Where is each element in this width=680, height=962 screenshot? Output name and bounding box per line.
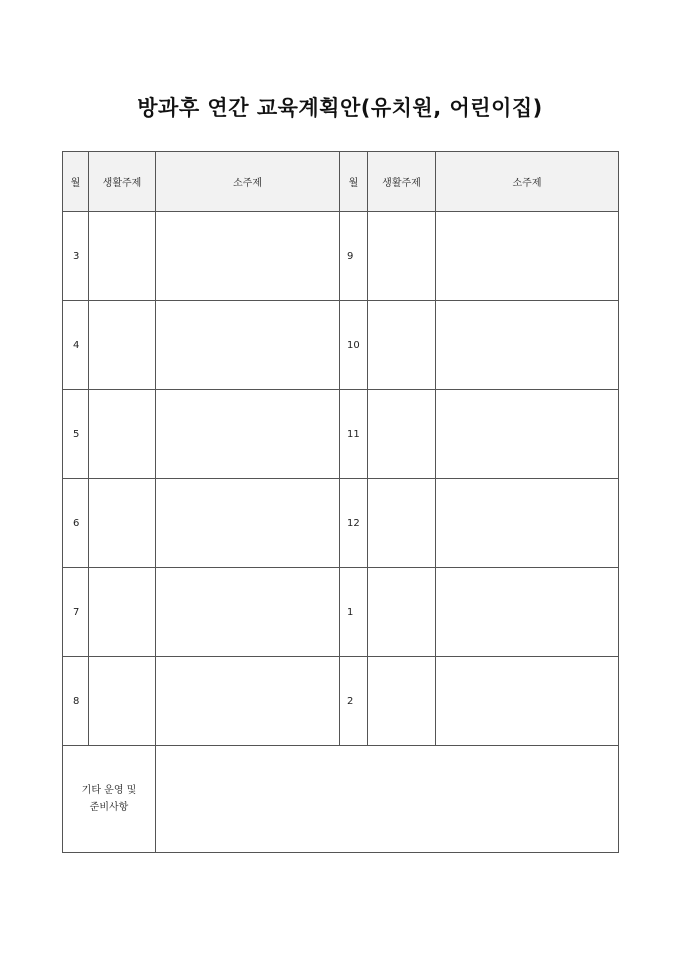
month-cell-right: 12 [340,479,368,568]
etc-row [63,746,619,853]
sub-theme-cell-right[interactable] [436,390,619,479]
month-cell: 7 [63,568,89,657]
month-cell-right: 2 [340,657,368,746]
table-row [63,301,619,390]
table-header-row [63,152,619,212]
life-theme-cell-right[interactable] [368,657,436,746]
header-sub-theme-right: 소주제 [436,152,619,212]
header-life-theme-right: 생활주제 [368,152,436,212]
month-cell-right: 1 [340,568,368,657]
life-theme-cell[interactable] [89,301,156,390]
document-title: 방과후 연간 교육계획안(유치원, 어린이집) [137,96,543,120]
table-row [63,212,619,301]
sub-theme-cell[interactable] [156,301,340,390]
sub-theme-cell-right[interactable] [436,657,619,746]
header-life-theme: 생활주제 [89,152,156,212]
table-row [63,479,619,568]
sub-theme-cell-right[interactable] [436,568,619,657]
annual-plan-table [62,151,619,853]
life-theme-cell[interactable] [89,479,156,568]
life-theme-cell-right[interactable] [368,301,436,390]
month-cell-right: 10 [340,301,368,390]
etc-label-line1: 기타 운영 및 [81,785,137,796]
month-cell: 5 [63,390,89,479]
sub-theme-cell-right[interactable] [436,479,619,568]
life-theme-cell-right[interactable] [368,212,436,301]
month-cell-right: 11 [340,390,368,479]
sub-theme-cell-right[interactable] [436,301,619,390]
life-theme-cell[interactable] [89,657,156,746]
life-theme-cell[interactable] [89,390,156,479]
header-month: 월 [63,152,89,212]
sub-theme-cell[interactable] [156,657,340,746]
month-cell: 6 [63,479,89,568]
month-cell: 8 [63,657,89,746]
life-theme-cell[interactable] [89,568,156,657]
table-row [63,568,619,657]
etc-content-cell[interactable] [156,746,619,853]
header-sub-theme: 소주제 [156,152,340,212]
table-row [63,657,619,746]
header-month-right: 월 [340,152,368,212]
life-theme-cell-right[interactable] [368,390,436,479]
life-theme-cell-right[interactable] [368,568,436,657]
sub-theme-cell[interactable] [156,479,340,568]
month-cell: 4 [63,301,89,390]
etc-label-cell [63,746,156,853]
sub-theme-cell[interactable] [156,390,340,479]
table-row [63,390,619,479]
sub-theme-cell[interactable] [156,568,340,657]
month-cell: 3 [63,212,89,301]
sub-theme-cell[interactable] [156,212,340,301]
life-theme-cell[interactable] [89,212,156,301]
etc-label-line2: 준비사항 [89,802,129,813]
life-theme-cell-right[interactable] [368,479,436,568]
month-cell-right: 9 [340,212,368,301]
sub-theme-cell-right[interactable] [436,212,619,301]
